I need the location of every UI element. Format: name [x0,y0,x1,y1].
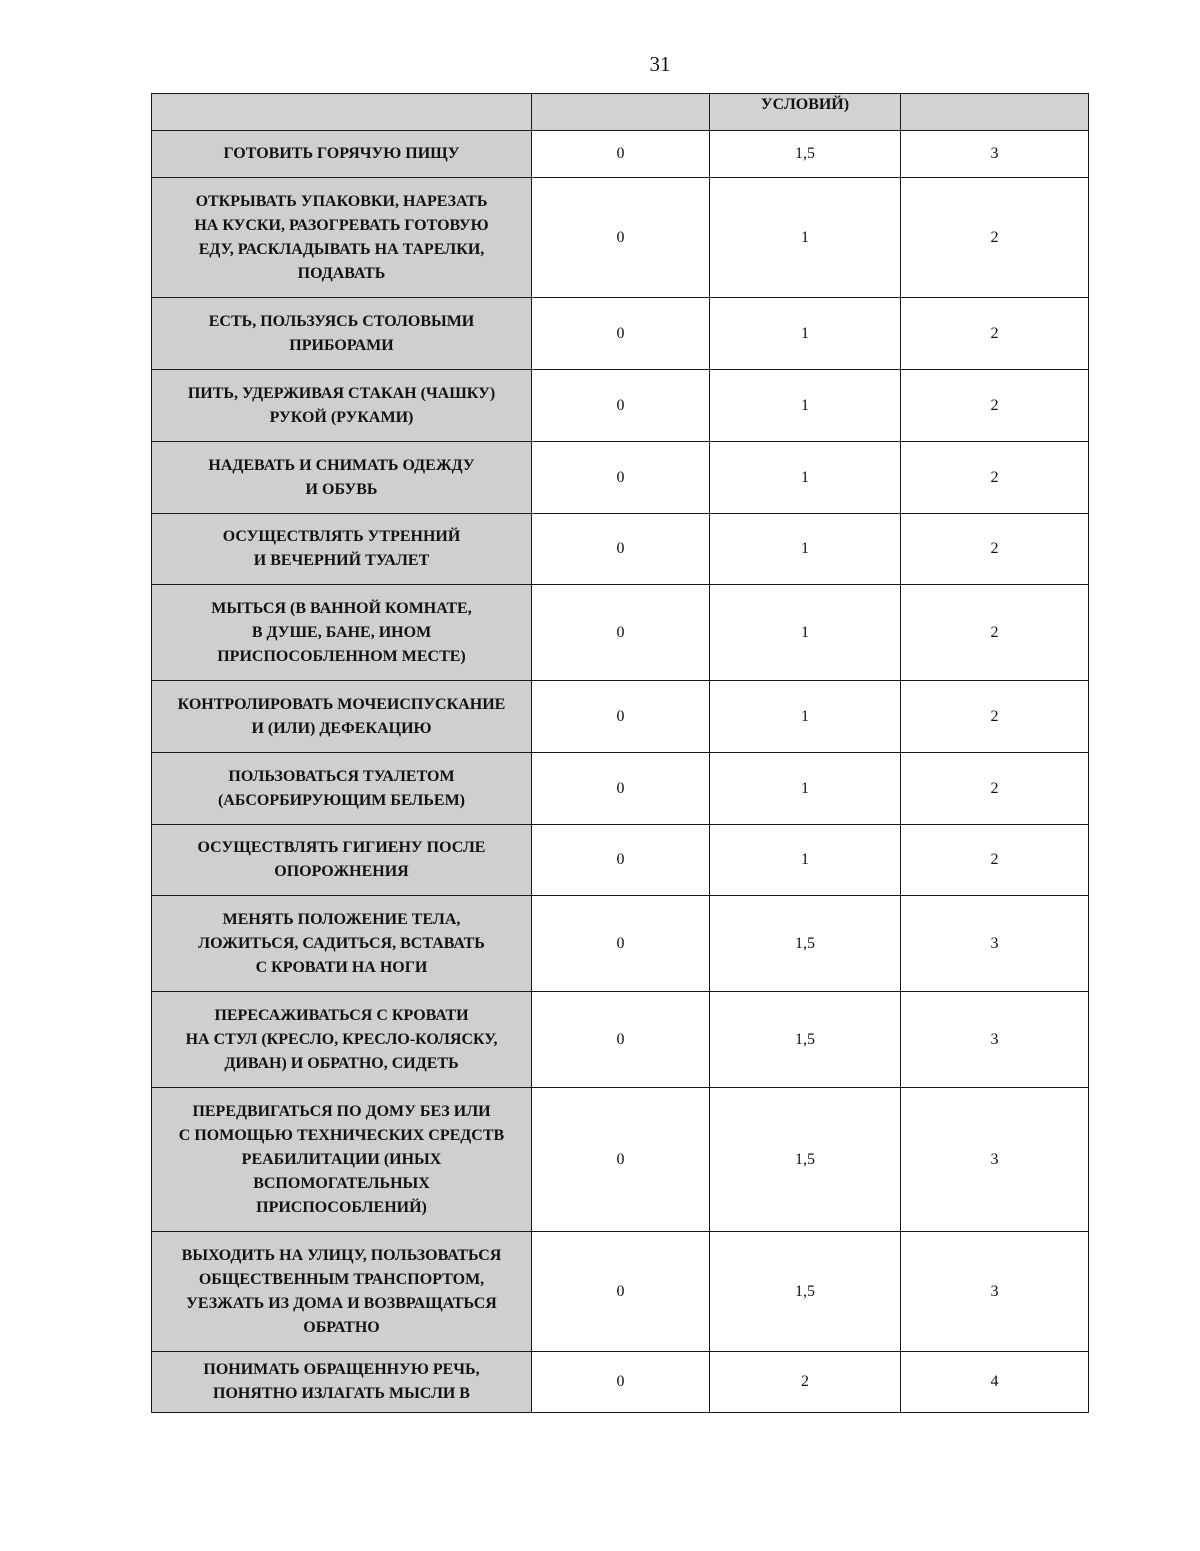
score-none: 0 [532,825,710,896]
page-number: 31 [649,52,671,76]
score-full: 2 [901,442,1089,514]
score-full: 4 [901,1352,1089,1413]
score-full: 3 [901,992,1089,1088]
score-partial: 1,5 [710,992,901,1088]
table-row [152,442,1089,514]
table-row [152,896,1089,992]
score-partial: 1,5 [710,1232,901,1352]
activity-label: ПЕРЕСАЖИВАТЬСЯ С КРОВАТИ НА СТУЛ (КРЕСЛО, КРЕСЛО-КОЛЯСКУ, ДИВАН) И ОБРАТНО, СИДЕТЬ [152,992,532,1088]
table-row [152,825,1089,896]
score-full: 2 [901,370,1089,442]
table-row [152,1232,1089,1352]
score-none: 0 [532,1232,710,1352]
activity-label: ПЕРЕДВИГАТЬСЯ ПО ДОМУ БЕЗ ИЛИ С ПОМОЩЬЮ ТЕХНИЧЕСКИХ СРЕДСТВ РЕАБИЛИТАЦИИ (ИНЫХ ВСПОМОГАТЕЛЬНЫХ ПРИСПОСОБЛЕНИЙ) [152,1088,532,1232]
table-row [152,178,1089,298]
score-full: 2 [901,825,1089,896]
score-none: 0 [532,896,710,992]
activity-label: КОНТРОЛИРОВАТЬ МОЧЕИСПУСКАНИЕ И (ИЛИ) ДЕФЕКАЦИЮ [152,681,532,753]
table-row [152,585,1089,681]
score-partial: 1,5 [710,896,901,992]
activity-label: МЕНЯТЬ ПОЛОЖЕНИЕ ТЕЛА, ЛОЖИТЬСЯ, САДИТЬСЯ, ВСТАВАТЬ С КРОВАТИ НА НОГИ [152,896,532,992]
score-none: 0 [532,131,710,178]
table-row [152,514,1089,585]
activity-label: ОСУЩЕСТВЛЯТЬ УТРЕННИЙ И ВЕЧЕРНИЙ ТУАЛЕТ [152,514,532,585]
score-full: 3 [901,131,1089,178]
activity-label: ЕСТЬ, ПОЛЬЗУЯСЬ СТОЛОВЫМИ ПРИБОРАМИ [152,298,532,370]
activity-label: ПОЛЬЗОВАТЬСЯ ТУАЛЕТОМ (АБСОРБИРУЮЩИМ БЕЛЬЕМ) [152,753,532,825]
score-full: 2 [901,298,1089,370]
table-row [152,681,1089,753]
score-none: 0 [532,992,710,1088]
score-full: 3 [901,1232,1089,1352]
assessment-table [151,93,1089,1413]
score-full: 2 [901,753,1089,825]
score-partial: 1 [710,514,901,585]
score-partial: 1 [710,585,901,681]
score-none: 0 [532,585,710,681]
header-cell: УСЛОВИЙ) [710,94,901,131]
table-row [152,992,1089,1088]
score-partial: 1,5 [710,1088,901,1232]
activity-label: НАДЕВАТЬ И СНИМАТЬ ОДЕЖДУ И ОБУВЬ [152,442,532,514]
table-row [152,1088,1089,1232]
table-row [152,131,1089,178]
activity-label: ОСУЩЕСТВЛЯТЬ ГИГИЕНУ ПОСЛЕ ОПОРОЖНЕНИЯ [152,825,532,896]
score-full: 2 [901,514,1089,585]
score-full: 3 [901,1088,1089,1232]
score-full: 2 [901,585,1089,681]
score-full: 3 [901,896,1089,992]
score-full: 2 [901,681,1089,753]
score-partial: 1 [710,178,901,298]
score-none: 0 [532,1088,710,1232]
score-full: 2 [901,178,1089,298]
score-partial: 1,5 [710,131,901,178]
score-none: 0 [532,753,710,825]
activity-label: ПОНИМАТЬ ОБРАЩЕННУЮ РЕЧЬ, ПОНЯТНО ИЗЛАГАТЬ МЫСЛИ В [152,1352,532,1413]
table-row [152,298,1089,370]
score-partial: 1 [710,442,901,514]
score-partial: 1 [710,825,901,896]
score-none: 0 [532,1352,710,1413]
activity-label: ОТКРЫВАТЬ УПАКОВКИ, НАРЕЗАТЬ НА КУСКИ, РАЗОГРЕВАТЬ ГОТОВУЮ ЕДУ, РАСКЛАДЫВАТЬ НА ТАРЕЛКИ, ПОДАВАТЬ [152,178,532,298]
header-cell [532,94,710,131]
table-row [152,753,1089,825]
score-partial: 1 [710,753,901,825]
activity-label: МЫТЬСЯ (В ВАННОЙ КОМНАТЕ, В ДУШЕ, БАНЕ, ИНОМ ПРИСПОСОБЛЕННОМ МЕСТЕ) [152,585,532,681]
score-none: 0 [532,178,710,298]
score-partial: 1 [710,681,901,753]
score-partial: 1 [710,298,901,370]
header-cell [152,94,532,131]
score-partial: 1 [710,370,901,442]
score-none: 0 [532,370,710,442]
score-none: 0 [532,514,710,585]
score-partial: 2 [710,1352,901,1413]
header-cell [901,94,1089,131]
score-none: 0 [532,681,710,753]
score-none: 0 [532,298,710,370]
activity-label: ВЫХОДИТЬ НА УЛИЦУ, ПОЛЬЗОВАТЬСЯ ОБЩЕСТВЕННЫМ ТРАНСПОРТОМ, УЕЗЖАТЬ ИЗ ДОМА И ВОЗВРАЩАТЬСЯ ОБРАТНО [152,1232,532,1352]
activity-label: ГОТОВИТЬ ГОРЯЧУЮ ПИЩУ [152,131,532,178]
score-none: 0 [532,442,710,514]
table-header-row [152,94,1089,131]
table-row [152,1352,1089,1413]
table-row [152,370,1089,442]
activity-label: ПИТЬ, УДЕРЖИВАЯ СТАКАН (ЧАШКУ) РУКОЙ (РУКАМИ) [152,370,532,442]
